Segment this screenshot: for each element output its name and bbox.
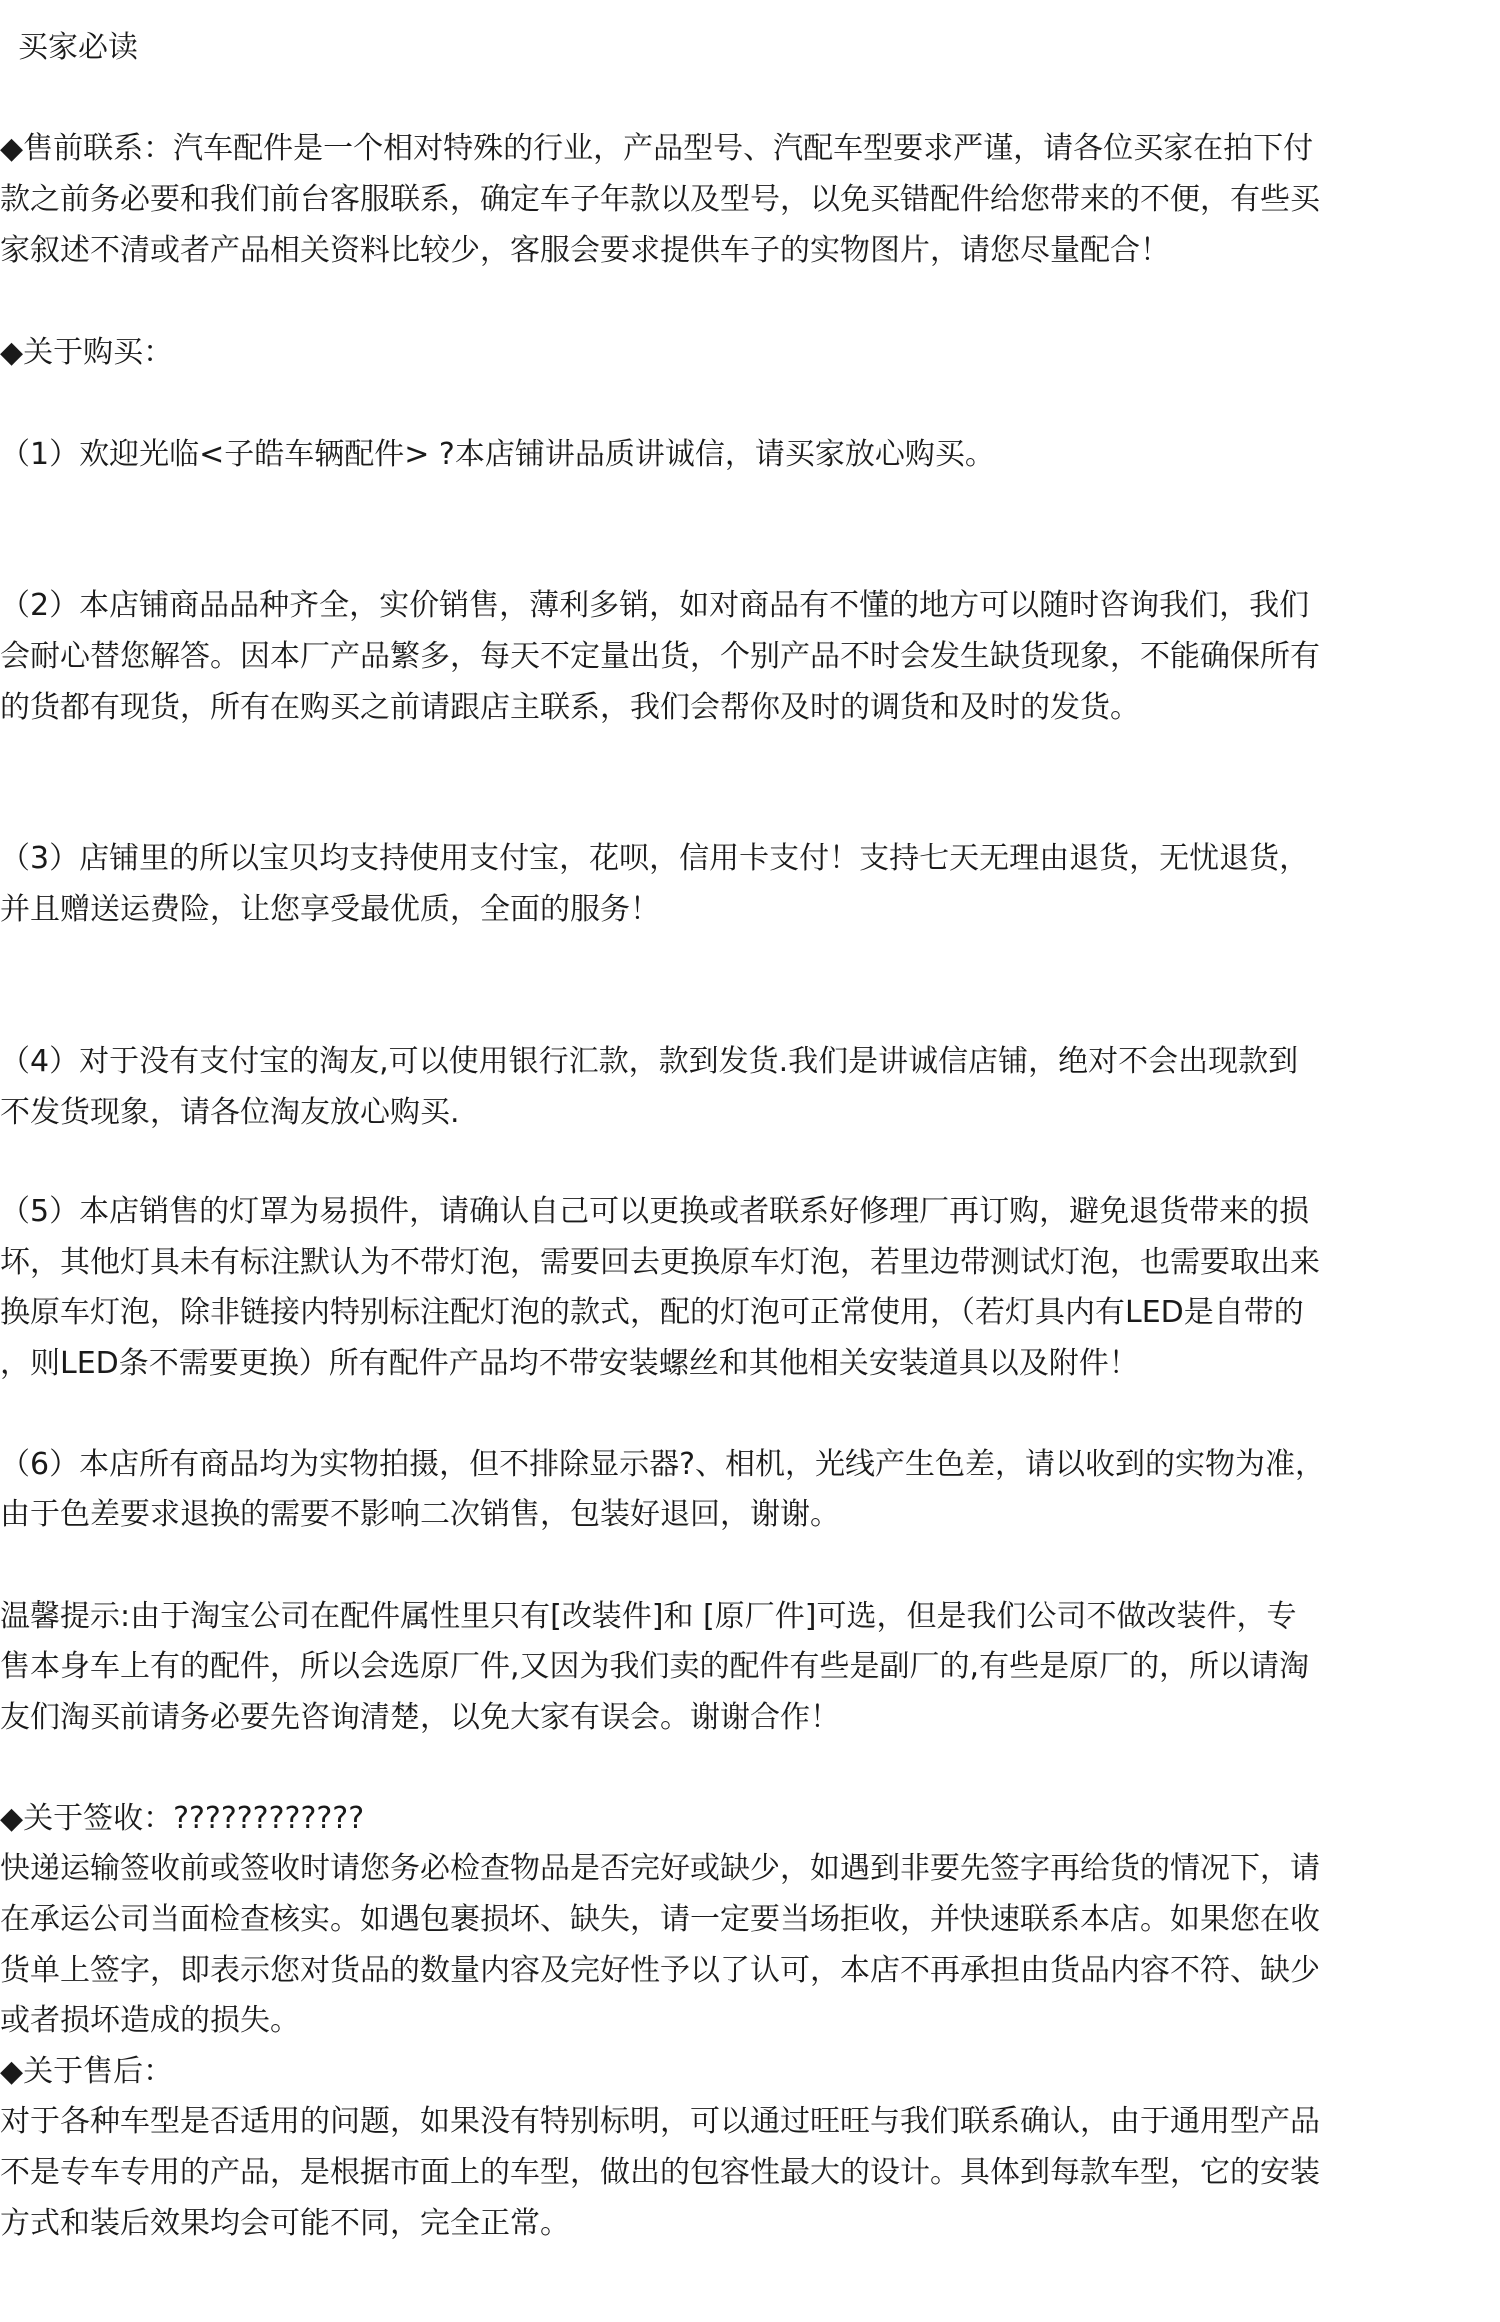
purchase-item-5-line-3: 换原车灯泡，除非链接内特别标注配灯泡的款式，配的灯泡可正常使用，（若灯具内有LED是自带的 [0, 1295, 1304, 1330]
presale-line-2: 款之前务必要和我们前台客服联系，确定车子年款以及型号，以免买错配件给您带来的不便，有些买 [0, 182, 1320, 217]
aftersale-line-2: 不是专车专用的产品，是根据市面上的车型，做出的包容性最大的设计。具体到每款车型，它的安装 [0, 2155, 1320, 2190]
signing-line-4: 或者损坏造成的损失。 [0, 2003, 300, 2038]
page-title: 买家必读 [18, 30, 138, 65]
purchase-item-2-line-1: （2）本店铺商品品种齐全，实价销售，薄利多销，如对商品有不懂的地方可以随时咨询我们，我们 [0, 588, 1310, 623]
purchase-item-3-line-2: 并且赠送运费险，让您享受最优质，全面的服务！ [0, 892, 660, 927]
purchase-item-4-line-2: 不发货现象，请各位淘友放心购买. [0, 1095, 460, 1130]
tip-line-1: 温馨提示:由于淘宝公司在配件属性里只有[改装件]和 [原厂件]可选，但是我们公司不做改装件，专 [0, 1599, 1297, 1634]
purchase-item-1: （1）欢迎光临<子皓车辆配件> ?本店铺讲品质讲诚信，请买家放心购买。 [0, 437, 995, 472]
purchase-item-6-line-2: 由于色差要求退换的需要不影响二次销售，包装好退回，谢谢。 [0, 1497, 840, 1532]
signing-heading: ◆关于签收：???????????? [0, 1801, 365, 1836]
purchase-item-3-line-1: （3）店铺里的所以宝贝均支持使用支付宝，花呗，信用卡支付！支持七天无理由退货，无忧退货， [0, 841, 1310, 876]
presale-line-1: ◆售前联系：汽车配件是一个相对特殊的行业，产品型号、汽配车型要求严谨，请各位买家在拍下付 [0, 131, 1314, 166]
aftersale-heading: ◆关于售后： [0, 2054, 174, 2089]
aftersale-line-1: 对于各种车型是否适用的问题，如果没有特别标明，可以通过旺旺与我们联系确认，由于通用型产品 [0, 2104, 1320, 2139]
presale-line-3: 家叙述不清或者产品相关资料比较少，客服会要求提供车子的实物图片，请您尽量配合！ [0, 233, 1170, 268]
aftersale-line-3: 方式和装后效果均会可能不同，完全正常。 [0, 2206, 570, 2241]
purchase-item-5-line-2: 坏，其他灯具未有标注默认为不带灯泡，需要回去更换原车灯泡，若里边带测试灯泡，也需要取出来 [0, 1245, 1320, 1280]
tip-line-2: 售本身车上有的配件，所以会选原厂件,又因为我们卖的配件有些是副厂的,有些是原厂的，所以请淘 [0, 1649, 1310, 1684]
signing-line-2: 在承运公司当面检查核实。如遇包裹损坏、缺失，请一定要当场拒收，并快速联系本店。如果您在收 [0, 1902, 1320, 1937]
purchase-item-4-line-1: （4）对于没有支付宝的淘友,可以使用银行汇款，款到发货.我们是讲诚信店铺，绝对不会出现款到 [0, 1044, 1299, 1079]
purchase-item-5-line-1: （5）本店销售的灯罩为易损件，请确认自己可以更换或者联系好修理厂再订购，避免退货带来的损 [0, 1194, 1310, 1229]
purchase-item-6-line-1: （6）本店所有商品均为实物拍摄，但不排除显示器?、相机，光线产生色差，请以收到的实物为准， [0, 1447, 1326, 1482]
purchase-heading: ◆关于购买： [0, 335, 174, 370]
signing-line-1: 快递运输签收前或签收时请您务必检查物品是否完好或缺少，如遇到非要先签字再给货的情况下，请 [0, 1851, 1320, 1886]
signing-line-3: 货单上签字，即表示您对货品的数量内容及完好性予以了认可，本店不再承担由货品内容不符、缺少 [0, 1953, 1320, 1988]
purchase-item-2-line-2: 会耐心替您解答。因本厂产品繁多，每天不定量出货，个别产品不时会发生缺货现象，不能确保所有 [0, 639, 1320, 674]
tip-line-3: 友们淘买前请务必要先咨询清楚，以免大家有误会。谢谢合作！ [0, 1700, 840, 1735]
purchase-item-5-line-4: ，则LED条不需要更换）所有配件产品均不带安装螺丝和其他相关安装道具以及附件！ [0, 1346, 1139, 1381]
purchase-item-2-line-3: 的货都有现货，所有在购买之前请跟店主联系，我们会帮你及时的调货和及时的发货。 [0, 690, 1140, 725]
